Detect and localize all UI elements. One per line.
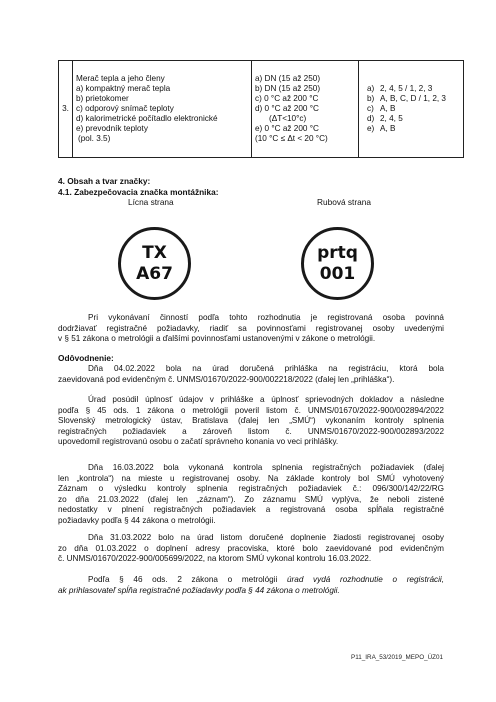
measure-cell (73, 61, 252, 158)
class-item: b) A, B, C, D / 1, 2, 3 (367, 94, 446, 103)
class-item: e) A, B (367, 124, 396, 133)
class-item: c) A, B (367, 104, 396, 113)
stamp-line: 001 (319, 263, 356, 284)
document-code-footer: P11_IRA_53/2019_MEPO_ÚZ01 (351, 654, 443, 661)
paragraph-obligations: Pri vykonávaní činností podľa tohto rozhodnutia je registrovaná osoba povinná dodržiavať registračné požiadavky, riadiť sa povinnosťami registrovanej osoby uvedenými v § 51 zákona o metrológii a ďalšími povinnosťami ustanovenými v zákone o metrológii. (58, 313, 444, 343)
measure-item: c) odporový snímač teploty (76, 104, 174, 113)
range-item: a) DN (15 až 250) (255, 74, 321, 83)
sub-heading: 4.1. Zabezpečovacia značka montážnika: (58, 187, 219, 197)
table-row (59, 61, 464, 158)
front-side-label: Lícna strana (128, 197, 174, 207)
class-cell (359, 61, 464, 158)
range-item: (ΔT<10°c) (269, 114, 307, 123)
measure-item: e) prevodník teploty (76, 124, 148, 133)
paragraph-decision-basis: Podľa § 46 ods. 2 zákona o metrológii úrad vydá rozhodnutie o registrácii, ak prihlasovateľ spĺňa registračné požiadavky podľa § 44 zákona o metrológii. (58, 575, 445, 595)
reasoning-heading: Odôvodnenie: (58, 353, 114, 363)
measure-item: b) prietokomer (76, 94, 129, 103)
back-side-label: Rubová strana (317, 197, 371, 207)
stamp-line: prtq (317, 242, 358, 263)
measure-item: d) kalorimetrické počítadlo elektronické (76, 114, 218, 123)
paragraph-application: Dňa 04.02.2022 bola na úrad doručená prihláška na registráciu, ktorá bola zaevidovaná pod evidenčným č. UNMS/01670/2022-900/002218/2022 (ďalej len „prihláška“). (58, 364, 444, 384)
measuring-instruments-table (58, 60, 464, 158)
measure-item: a) kompaktný merač tepla (76, 84, 171, 93)
class-item: a) 2, 4, 5 / 1, 2, 3 (367, 84, 433, 93)
stamp-line: TX (142, 242, 167, 263)
back-seal-stamp (301, 227, 374, 300)
range-item: b) DN (15 až 250) (255, 84, 321, 93)
range-item: c) 0 °C až 200 °C (255, 94, 319, 103)
front-seal-stamp (118, 227, 191, 300)
stamp-line: A67 (136, 263, 173, 284)
measure-item-ref: (pol. 3.5) (78, 134, 111, 143)
section-heading: 4. Obsah a tvar značky: (58, 176, 151, 186)
row-number-cell: 3. (59, 61, 73, 158)
paragraph-supplement: Dňa 31.03.2022 bolo na úrad listom doručené doplnenie žiadosti registrovanej osoby zo dňa 01.03.2022 o doplnení adresy pracoviska, ktoré bolo zaevidované pod evidenčným č. UNMS/01670/2022-900/005699/2022, na ktorom SMÚ vykonal kontrolu 16.03.2022. (58, 533, 444, 563)
measure-title: Merač tepla a jeho členy (76, 74, 165, 83)
range-item: e) 0 °C až 200 °C (255, 124, 319, 133)
class-item: d) 2, 4, 5 (367, 114, 403, 123)
paragraph-inspection: Dňa 16.03.2022 bola vykonaná kontrola splnenia registračných požiadaviek (ďalej len „kontrola“) na mieste u registrovanej osoby. Na základe kontroly bol SMÚ vyhotovený Záznam o výsledku kontroly splnenia registračných požiadaviek č.: 096/300/142/22/RG zo dňa 21.03.2022 (ďalej len „záznam“). Zo záznamu SMÚ vyplýva, že neboli zistené nedostatky v plnení registračných požiadaviek a registrovaná osoba spĺňala registračné požiadavky podľa § 44 zákona o metrológii. (58, 463, 444, 525)
range-cell (252, 61, 359, 158)
range-item: d) 0 °C až 200 °C (255, 104, 319, 113)
paragraph-assessment: Úrad posúdil úplnosť údajov v prihláške a úplnosť sprievodných dokladov a následne podľa § 45 ods. 1 zákona o metrológii poveril listom č. UNMS/01670/2022-900/002894/2022 Slovenský metrologický ústav, Bratislava (ďalej len „SMÚ“) vykonaním kontroly splnenia registračných požiadaviek a zároveň listom č. UNMS/01670/2022-900/002893/2022 upovedomil registrovanú osobu o začatí správneho konania vo veci prihlášky. (58, 395, 444, 446)
range-item: (10 °C ≤ Δt < 20 °C) (255, 134, 328, 143)
